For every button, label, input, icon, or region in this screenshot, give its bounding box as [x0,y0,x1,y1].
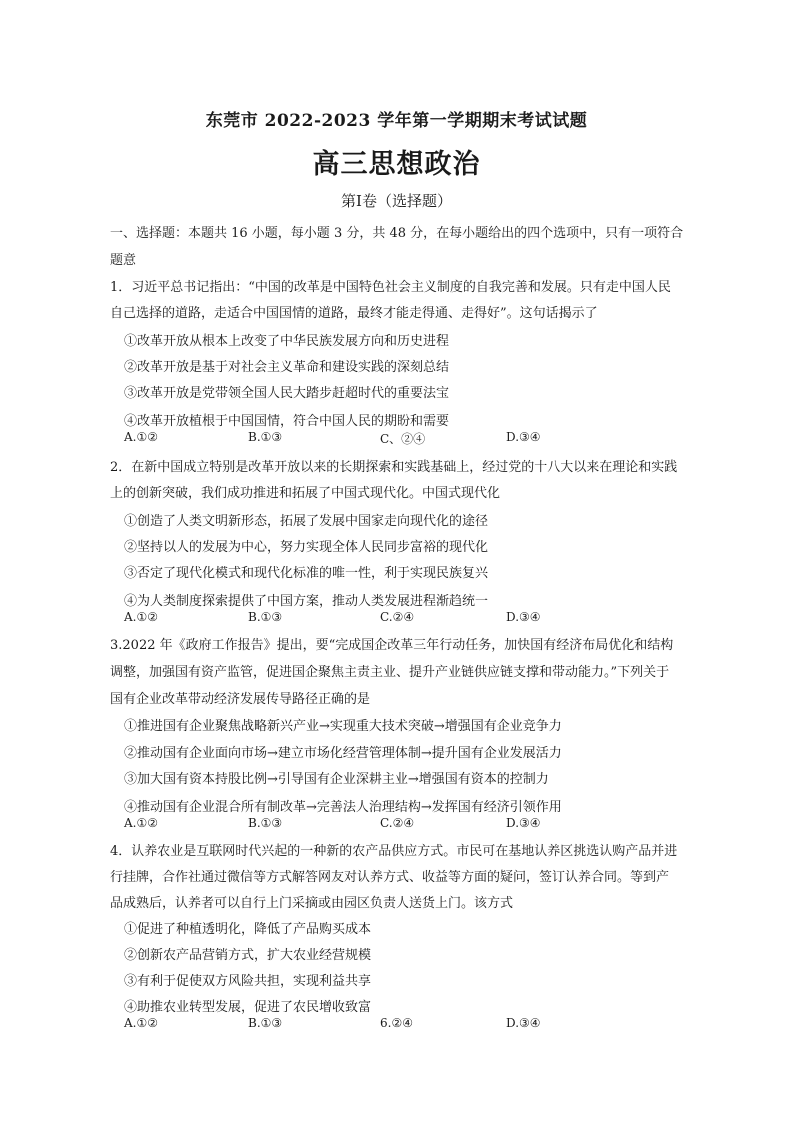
instructions-line-1: 一、选择题：本题共 16 小题，每小题 3 分，共 48 分，在每小题给出的四个选项中，只有一项符合 [110,226,684,241]
question-3-stem-line-3: 国有企业改革带动经济发展传导路径正确的是 [110,692,371,707]
question-2-answer-a: A.①② [124,610,158,624]
question-2-option-3: ③否定了现代化模式和现代化标准的唯一性，利于实现民族复兴 [124,566,489,581]
question-1-option-3: ③改革开放是党带领全国人民大踏步赶超时代的重要法宝 [124,386,450,401]
question-4-stem-line-2: 行挂牌，合作社通过微信等方式解答网友对认养方式、收益等方面的疑问，签订认养合同。等到产 [110,870,670,885]
question-1-answer-c: C、②④ [380,432,426,446]
question-2-answer-d: D.③④ [506,610,541,624]
question-2-stem-line-2: 上的创新突破，我们成功推进和拓展了中国式现代化。中国式现代化 [110,486,501,501]
question-3-stem-line-2: 调整，加强国有资产监管，促进国企聚焦主责主业、提升产业链供应链支撑和带动能力。”下列关于 [110,665,670,680]
exam-title: 东莞市 2022-2023 学年第一学期期末考试试题 [205,111,588,131]
question-1-stem-line-1: 1．习近平总书记指出：“中国的改革是中国特色社会主义制度的自我完善和发展。只有走中国人民 [110,280,671,295]
question-3-answer-d: D.③④ [506,816,541,830]
question-4-answer-d: D.③④ [506,1016,541,1030]
question-2-option-2: ②坚持以人的发展为中心，努力实现全体人民同步富裕的现代化 [124,540,489,555]
question-2-option-1: ①创造了人类文明新形态，拓展了发展中国家走向现代化的途径 [124,514,489,529]
question-1-stem-line-2: 自己选择的道路，走适合中国国情的道路，最终才能走得通、走得好”。这句话揭示了 [110,306,598,321]
question-2-answer-b: B.①③ [248,610,283,624]
section-title: 第Ⅰ卷（选择题） [341,192,452,210]
subject-title: 高三思想政治 [312,149,481,180]
question-2-answer-c: C.②④ [380,610,415,624]
question-1-option-1: ①改革开放从根本上改变了中华民族发展方向和历史进程 [124,334,450,349]
question-1-answer-b: B.①③ [248,430,283,444]
question-4-stem-line-1: 4．认养农业是互联网时代兴起的一种新的农产品供应方式。市民可在基地认养区挑选认购产品并进 [110,844,678,859]
question-3-answer-b: B.①③ [248,816,283,830]
question-1-answer-a: A.①② [124,430,158,444]
question-2-stem-line-1: 2．在新中国成立特别是改革开放以来的长期探索和实践基础上，经过党的十八大以来在理论和实践 [110,460,678,475]
question-1-answer-d: D.③④ [506,430,541,444]
question-3-option-3: ③加大国有资本持股比例→引导国有企业深耕主业→增强国有资本的控制力 [124,772,549,787]
question-2-option-4: ④为人类制度探索提供了中国方案，推动人类发展进程渐趋统一 [124,594,489,609]
question-3-option-1: ①推进国有企业聚焦战略新兴产业→实现重大技术突破→增强国有企业竞争力 [124,719,562,734]
question-4-option-4: ④助推农业转型发展，促进了农民增收致富 [124,1000,372,1015]
question-3-answer-c: C.②④ [380,816,415,830]
question-4-option-1: ①促进了种植透明化，降低了产品购买成本 [124,922,372,937]
question-4-stem-line-3: 品成熟后，认养者可以自行上门采摘或由园区负责人送货上门。该方式 [110,896,514,911]
question-4-answer-b: B.①③ [248,1016,283,1030]
question-4-answer-c: 6.②④ [380,1016,413,1030]
question-4-option-3: ③有利于促使双方风险共担，实现利益共享 [124,974,372,989]
question-4-answer-a: A.①② [124,1016,158,1030]
question-1-option-2: ②改革开放是基于对社会主义革命和建设实践的深刻总结 [124,360,450,375]
question-4-option-2: ②创新农产品营销方式，扩大农业经营规模 [124,948,372,963]
question-1-option-4: ④改革开放植根于中国国情，符合中国人民的期盼和需要 [124,414,450,429]
instructions-line-2: 题意 [110,253,137,268]
question-3-option-4: ④推动国有企业混合所有制改革→完善法人治理结构→发挥国有经济引领作用 [124,800,562,815]
question-3-option-2: ②推动国有企业面向市场→建立市场化经营管理体制→提升国有企业发展活力 [124,746,562,761]
question-3-stem-line-1: 3.2022 年《政府工作报告》提出，要“完成国企改革三年行动任务，加快国有经济布局优化和结构 [110,638,674,653]
question-3-answer-a: A.①② [124,816,158,830]
